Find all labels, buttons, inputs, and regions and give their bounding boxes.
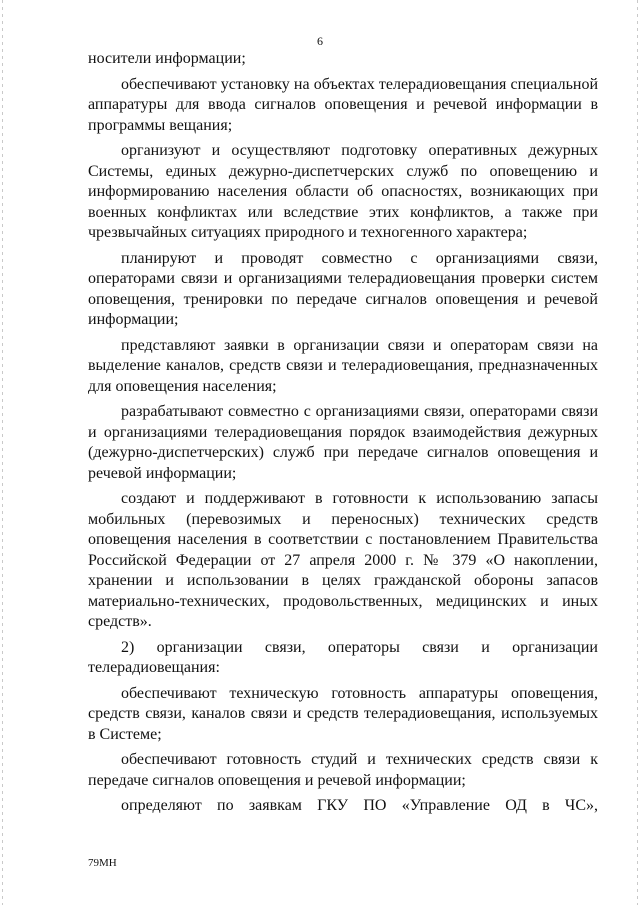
paragraph: разрабатывают совместно с организациями связи, операторами связи и организациями телерадиовещания порядок взаимодействия дежурных (дежурно-диспетчерских) служб при передаче сигналов оповещения и речевой информации;	[88, 403, 598, 482]
paragraph: представляют заявки в организации связи и операторам связи на выделение каналов, средств связи и телерадиовещания, предназначенных для оповещения населения;	[88, 336, 598, 395]
paragraph: определяют по заявкам ГКУ ПО «Управление ОД в ЧС»,	[121, 797, 598, 814]
paragraph: обеспечивают техническую готовность аппаратуры оповещения, средств связи, каналов связи и средств телерадиовещания, используемых в Системе;	[88, 684, 598, 743]
page-number: 6	[317, 34, 323, 48]
scan-edge-left	[2, 0, 3, 905]
paragraph: планируют и проводят совместно с организациями связи, операторами связи и организациями телерадиовещания проверки систем оповещения, тренировки по передаче сигналов оповещения и речевой информации;	[88, 249, 598, 328]
document-body	[88, 49, 598, 822]
paragraph: обеспечивают готовность студий и технических средств связи к передаче сигналов оповещения и речевой информации;	[88, 751, 598, 789]
paragraph: обеспечивают установку на объектах телерадиовещания специальной аппаратуры для ввода сигналов оповещения и речевой информации в программы вещания;	[88, 75, 598, 134]
scan-edge-right	[637, 0, 638, 905]
paragraph: организуют и осуществляют подготовку оперативных дежурных Системы, единых дежурно-диспетчерских служб по оповещению и информированию населения области об опасностях, возникающих при военных конфликтах или вследствие этих конфликтов, а также при чрезвычайных ситуациях природного и техногенного характера;	[88, 142, 598, 241]
numbered-paragraph: 2) организации связи, операторы связи и организации телерадиовещания:	[88, 638, 598, 676]
paragraph: носители информации;	[88, 50, 246, 67]
footer-code: 79МН	[88, 857, 117, 869]
paragraph: создают и поддерживают в готовности к использованию запасы мобильных (перевозимых и переносных) технических средств оповещения населения в соответствии с постановлением Правительства Российской Федерации от 27 апреля 2000 г. № 379 «О накоплении, хранении и использовании в целях гражданской обороны запасов материально-технических, продовольственных, медицинских и иных средств».	[88, 490, 598, 630]
